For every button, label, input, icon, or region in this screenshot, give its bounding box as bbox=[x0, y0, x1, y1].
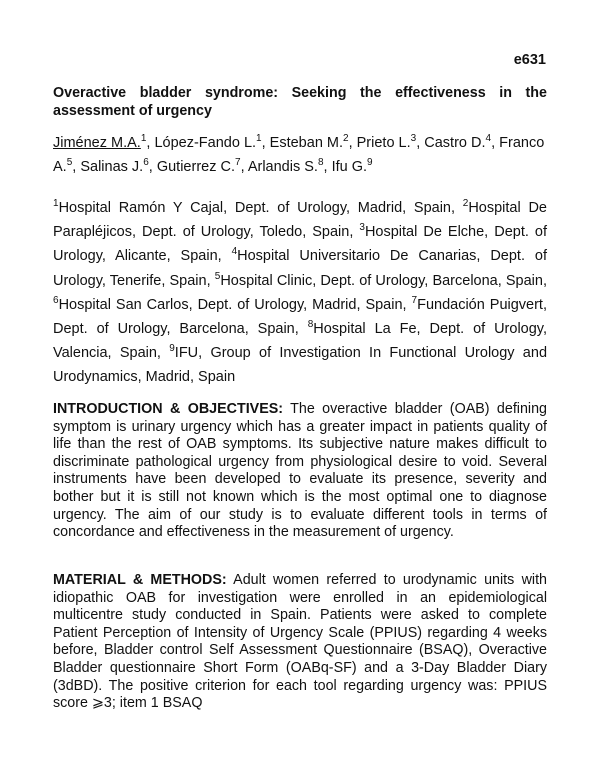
affiliation-number: 1 bbox=[53, 198, 59, 209]
abstract-title: Overactive bladder syndrome: Seeking the effectiveness in the assessment of urgency bbox=[53, 85, 547, 119]
author-name: Franco A. bbox=[53, 135, 545, 175]
author-separator: , bbox=[148, 159, 157, 175]
author-separator: , bbox=[491, 135, 500, 151]
author-separator: , bbox=[348, 135, 357, 151]
author-affiliation-number: 6 bbox=[143, 157, 149, 168]
methods-section bbox=[53, 572, 547, 713]
affiliation-number: 4 bbox=[231, 246, 238, 258]
affiliation-text: Hospital Universitario De Canarias, Dept. of Urology, Tenerife, Spain, bbox=[53, 248, 547, 289]
author-affiliation-number: 1 bbox=[140, 133, 147, 144]
affiliation-text: Hospital De Elche, Dept. of Urology, Alicante, Spain, bbox=[53, 224, 547, 265]
author-affiliation-number: 4 bbox=[485, 133, 492, 144]
author-affiliation-number: 5 bbox=[66, 157, 73, 168]
author-affiliation-number: 3 bbox=[410, 133, 417, 144]
author-name: Jiménez M.A. bbox=[53, 135, 141, 151]
affiliation-number: 7 bbox=[411, 294, 418, 306]
author-name: Salinas J. bbox=[80, 159, 144, 175]
author-list bbox=[53, 131, 547, 179]
affiliation-text: Hospital Clinic, Dept. of Urology, Barcelona, Spain, bbox=[220, 272, 548, 289]
author-affiliation-number: 9 bbox=[367, 157, 373, 168]
author-affiliation-number: 1 bbox=[256, 133, 262, 144]
affiliation-text: Hospital De Parapléjicos, Dept. of Urology, Toledo, Spain, bbox=[53, 200, 547, 241]
affiliation-number: 9 bbox=[169, 343, 175, 355]
author-separator: , bbox=[416, 135, 425, 151]
author-separator: , bbox=[72, 159, 81, 175]
author-separator: , bbox=[240, 159, 248, 175]
author-name: Ifu G. bbox=[331, 159, 368, 175]
introduction-section bbox=[53, 401, 547, 542]
author-name: Castro D. bbox=[424, 135, 486, 151]
affiliation-number: 8 bbox=[307, 319, 314, 331]
affiliation-number: 3 bbox=[359, 222, 365, 234]
affiliation-number: 5 bbox=[214, 270, 221, 282]
author-name: Arlandis S. bbox=[247, 159, 318, 175]
introduction-heading: INTRODUCTION & OBJECTIVES: bbox=[53, 401, 284, 417]
author-name: Gutierrez C. bbox=[156, 159, 235, 175]
author-affiliation-number: 7 bbox=[235, 157, 241, 168]
affiliation-number: 2 bbox=[462, 198, 469, 209]
affiliation-text: Hospital Ramón Y Cajal, Dept. of Urology, Madrid, Spain, bbox=[58, 200, 463, 216]
author-name: López-Fando L. bbox=[154, 135, 257, 151]
introduction-body: The overactive bladder (OAB) defining symptom is urinary urgency which has a greater impact in patients quality of life than the rest of OAB symptoms. Its subjective nature makes difficult to discriminate pathological urgency from physiological desire to void. Several instruments have been developed to evaluate its presence, severity and bother but it is still not known which is the most optimal one to diagnose urgency. The aim of our study is to evaluate different tools in terms of concordance and effectiveness in the measurement of urgency. bbox=[53, 401, 547, 541]
methods-body: Adult women referred to urodynamic units with idiopathic OAB for investigation were enrolled in an epidemiological multicentre study conducted in Spain. Patients were asked to complete Patient Perception of Intensity of Urgency Scale (PPIUS) regarding 4 weeks before, Bladder control Self Assessment Questionnaire (BSAQ), Overactive Bladder questionnaire Short Form (OABq-SF) and a 3-Day Bladder Diary (3dBD). The positive criterion for each tool regarding urgency was: PPIUS score ⩾3; item 1 BSAQ bbox=[53, 572, 547, 712]
author-separator: , bbox=[323, 159, 332, 175]
affiliation-text: IFU, Group of Investigation In Functional Urology and Urodynamics, Madrid, Spain bbox=[53, 345, 548, 386]
affiliation-number: 6 bbox=[53, 294, 59, 306]
affiliation-text: Hospital San Carlos, Dept. of Urology, Madrid, Spain, bbox=[58, 296, 412, 313]
affiliation-list bbox=[53, 196, 547, 390]
author-affiliation-number: 8 bbox=[317, 157, 324, 168]
author-name: Prieto L. bbox=[356, 135, 411, 151]
author-name: Esteban M. bbox=[269, 135, 344, 151]
affiliation-text: Fundación Puigvert, Dept. of Urology, Barcelona, Spain, bbox=[53, 296, 547, 338]
author-affiliation-number: 2 bbox=[343, 133, 349, 144]
author-separator: , bbox=[261, 135, 270, 151]
page-number: e631 bbox=[513, 52, 546, 68]
methods-heading: MATERIAL & METHODS: bbox=[53, 572, 227, 588]
author-separator: , bbox=[146, 135, 155, 151]
affiliation-text: Hospital La Fe, Dept. of Urology, Valencia, Spain, bbox=[53, 321, 547, 362]
